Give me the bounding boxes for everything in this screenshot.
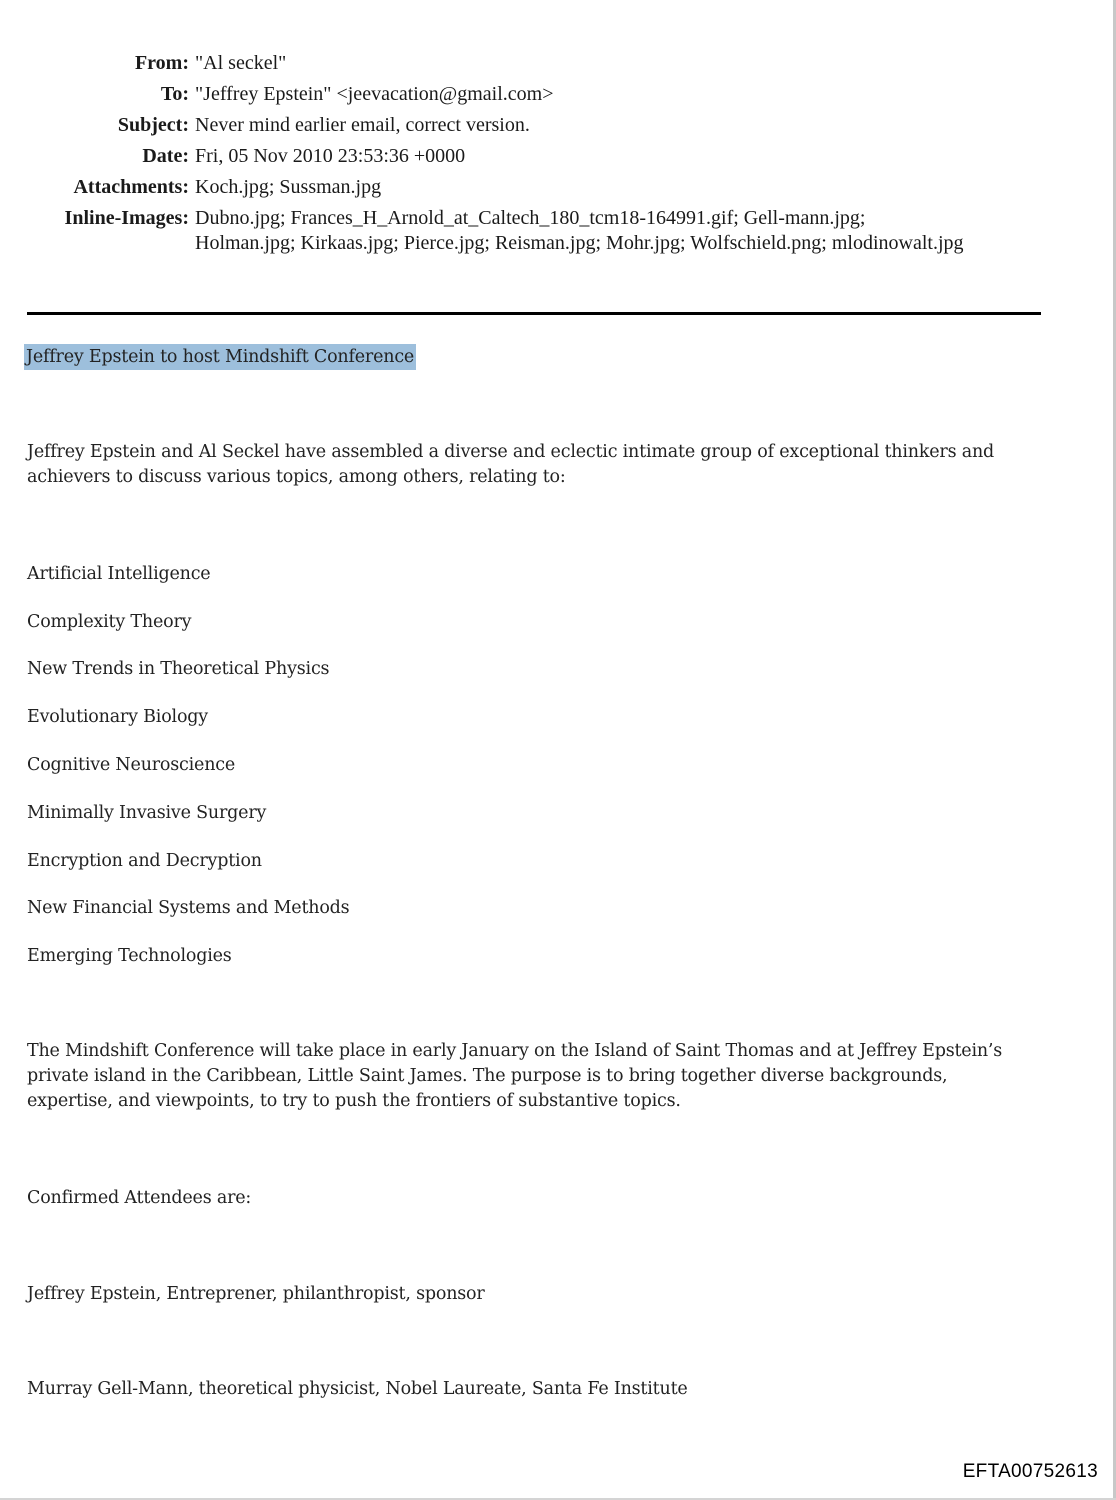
topic-item: Encryption and Decryption	[27, 851, 262, 871]
header-row-from	[20, 48, 965, 79]
subject-value: Never mind earlier email, correct version.	[195, 114, 530, 136]
from-label: From:	[134, 52, 189, 74]
attendees-heading: Confirmed Attendees are:	[27, 1188, 252, 1208]
highlighted-headline: Jeffrey Epstein to host Mindshift Conference	[24, 344, 416, 370]
topic-item: New Trends in Theoretical Physics	[27, 659, 330, 679]
inline-images-label: Inline-Images:	[64, 207, 189, 229]
header-row-attachments	[20, 172, 965, 203]
header-row-to	[20, 79, 965, 110]
intro-paragraph: Jeffrey Epstein and Al Seckel have assembled a diverse and eclectic intimate group of exceptional thinkers and achievers to discuss various topics, among others, relating to:	[27, 442, 995, 487]
header-divider	[27, 312, 1041, 315]
attachments-value: Koch.jpg; Sussman.jpg	[195, 176, 382, 198]
header-row-date	[20, 141, 965, 172]
topic-item: Minimally Invasive Surgery	[27, 803, 267, 823]
header-row-subject	[20, 110, 965, 141]
topic-item: Emerging Technologies	[27, 946, 232, 966]
from-value: "Al seckel"	[195, 52, 287, 74]
document-id-stamp: EFTA00752613	[962, 1461, 1098, 1482]
date-label: Date:	[142, 145, 189, 167]
date-value: Fri, 05 Nov 2010 23:53:36 +0000	[195, 145, 466, 167]
email-header	[20, 48, 965, 256]
attachments-label: Attachments:	[73, 176, 189, 198]
location-paragraph: The Mindshift Conference will take place in early January on the Island of Saint Thomas and at Jeffrey Epstein’s private island in the Caribbean, Little Saint James. The purpose is to bring together diverse backgrounds, expertise, and viewpoints, to try to push the frontiers of substantive topics.	[27, 1041, 1003, 1111]
topic-item: Complexity Theory	[27, 612, 192, 632]
to-label: To:	[160, 83, 189, 105]
header-row-inline-images	[20, 203, 965, 256]
inline-images-value: Dubno.jpg; Frances_H_Arnold_at_Caltech_180_tcm18-164991.gif; Gell-mann.jpg; Holman.jpg; Kirkaas.jpg; Pierce.jpg; Reisman.jpg; Mohr.jpg; Wolfschield.png; mlodinowalt.jpg	[195, 207, 964, 254]
topic-item: Cognitive Neuroscience	[27, 755, 236, 775]
topic-item: New Financial Systems and Methods	[27, 898, 350, 918]
to-value: "Jeffrey Epstein" <jeevacation@gmail.com>	[195, 83, 554, 105]
attendee-item: Jeffrey Epstein, Entreprener, philanthropist, sponsor	[27, 1284, 485, 1304]
subject-label: Subject:	[117, 114, 189, 136]
topic-item: Artificial Intelligence	[27, 564, 211, 584]
topic-item: Evolutionary Biology	[27, 707, 208, 727]
attendee-item: Murray Gell-Mann, theoretical physicist, Nobel Laureate, Santa Fe Institute	[27, 1379, 688, 1399]
